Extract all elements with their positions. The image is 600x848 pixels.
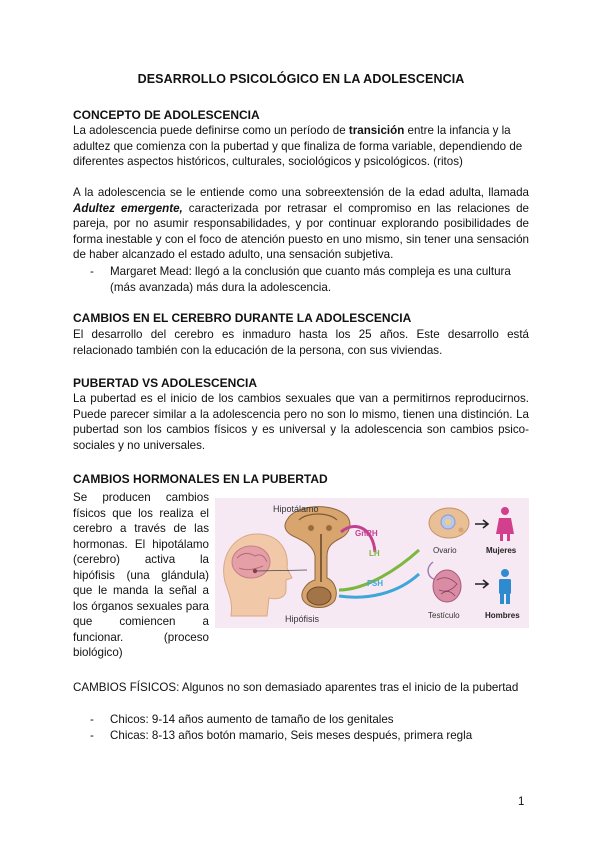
female-figure-icon (496, 507, 514, 541)
dash-bullet: - (90, 265, 94, 278)
page-number: 1 (518, 796, 525, 808)
hypothalamus-pituitary-illustration (285, 507, 350, 608)
list-item-text: Chicas: 8-13 años botón mamario, Seis meses después, primera regla (110, 729, 473, 742)
paragraph-hormonales: Se producen cambios físicos que los realiza el cerebro a través de las hormonas. El hipotálamo (cerebro) activa la hipófisis (una glándula) que le manda la señal a los órganos sexuales para que comiencen a funcionar. (proceso biológico) (73, 491, 209, 659)
hormone-diagram-svg (215, 498, 529, 628)
ovary-illustration (429, 508, 469, 538)
label-testiculo: Testículo (428, 611, 460, 620)
label-hipotalamo: Hipotálamo (273, 504, 319, 514)
section-heading-concepto: CONCEPTO DE ADOLESCENCIA (73, 108, 260, 122)
text-run: entre la infancia y la adultez que comienza con la pubertad y que finaliza de forma variable, dependiendo de diferentes aspectos históricos, culturales, sociológicos y psicológicos. (ritos) (73, 124, 523, 168)
dash-bullet: - (90, 729, 94, 742)
list-item-chicas (90, 728, 529, 744)
head-silhouette (224, 534, 292, 616)
male-figure-icon (499, 569, 511, 604)
page-title: DESARROLLO PSICOLÓGICO EN LA ADOLESCENCIA (137, 72, 465, 86)
bold-term-transicion: transición (348, 124, 405, 137)
section-heading-cerebro: CAMBIOS EN EL CEREBRO DURANTE LA ADOLESCENCIA (73, 311, 412, 325)
testis-illustration (428, 562, 461, 602)
hormone-diagram (215, 498, 529, 628)
list-item-text: Margaret Mead: llegó a la conclusión que cuanto más compleja es una cultura (más avanzada) más dura la adolescencia. (110, 265, 511, 294)
label-hombres: Hombres (485, 611, 520, 620)
label-hipofisis: Hipófisis (285, 614, 320, 624)
text-run: caracterizada por retrasar el compromiso en las relaciones de pareja, por no asumir responsabilidades, y por continuar explorando posibilidades de forma inestable y con el foco de atención puesto en uno mismo, sin tener una sensación de haber alcanzado el estado adulto, una sensación subjetiva. (73, 201, 529, 261)
list-item-margaret-mead (90, 264, 529, 295)
text-run: La adolescencia puede definirse como un período de (73, 124, 349, 137)
bold-italic-term: Adultez emergente, (73, 201, 183, 215)
paragraph-definition (73, 123, 529, 170)
list-item-text: Chicos: 9-14 años aumento de tamaño de los genitales (110, 713, 394, 726)
label-lh: LH (369, 549, 380, 558)
arrow-icon (475, 580, 488, 588)
paragraph-cerebro: El desarrollo del cerebro es inmaduro hasta los 25 años. Este desarrollo está relacionado también con la educación de la persona, con sus viviendas. (73, 328, 529, 357)
dash-bullet: - (90, 713, 94, 726)
section-heading-pubertad: PUBERTAD VS ADOLESCENCIA (73, 376, 258, 390)
label-ovario: Ovario (433, 546, 457, 555)
label-fsh: FSH (367, 579, 383, 588)
paragraph-pubertad: La pubertad es el inicio de los cambios sexuales que van a permitirnos reproducirnos. Puede parecer similar a la adolescencia pero no son lo mismo, tienen una distinción. La pubertad son los cambios físicos y es universal y la adolescencia son cambios psico-sociales y no universales. (73, 392, 529, 452)
label-mujeres: Mujeres (486, 546, 517, 555)
list-item-chicos (90, 712, 529, 728)
paragraph-cambios-fisicos: CAMBIOS FÍSICOS: Algunos no son demasiado aparentes tras el inicio de la pubertad (73, 681, 519, 694)
section-heading-hormonales: CAMBIOS HORMONALES EN LA PUBERTAD (73, 472, 328, 486)
arrow-icon (475, 520, 488, 528)
paragraph-adultez-emergente (73, 185, 529, 263)
text-run: A la adolescencia se le entiende como una sobreextensión de la edad adulta, llamada (73, 186, 529, 199)
label-gnrh: GnRH (355, 529, 378, 538)
